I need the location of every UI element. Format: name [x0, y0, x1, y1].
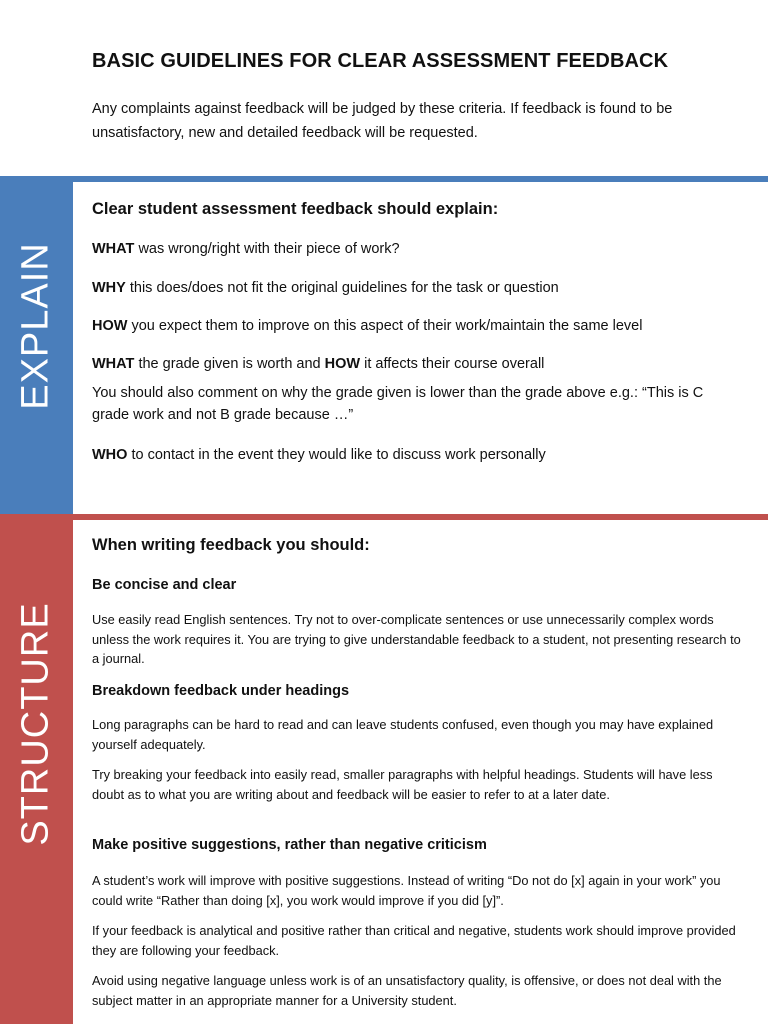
- subheading-positive: Make positive suggestions, rather than negative criticism: [92, 837, 487, 853]
- structure-section: [0, 514, 768, 1024]
- paragraph-breaking: Try breaking your feedback into easily read, smaller paragraphs with helpful headings. Students will have less doubt as to what you are writing about and feedback will be easier to refer to at a later date.: [92, 767, 713, 802]
- subheading-concise: Be concise and clear: [92, 577, 237, 593]
- explain-grade-note: You should also comment on why the grade given is lower than the grade above e.g.: “This is C grade work and not B grade because …”: [92, 385, 704, 423]
- structure-side-tab: [0, 514, 73, 1024]
- header: [0, 0, 768, 176]
- explain-item-grade: WHAT the grade given is worth and HOW it affects their course overall: [92, 356, 545, 372]
- explain-heading: Clear student assessment feedback should explain:: [92, 200, 499, 218]
- paragraph-suggestions: A student’s work will improve with positive suggestions. Instead of writing “Do not do [x] again in your work” you could write “Rather than doing [x], you work would improve if you did [y]”.: [92, 873, 721, 908]
- intro-paragraph: Any complaints against feedback will be judged by these criteria. If feedback is found to be unsatisfactory, new and detailed feedback will be requested.: [92, 101, 673, 141]
- explain-item-who: WHO to contact in the event they would like to discuss work personally: [92, 447, 546, 463]
- explain-side-label: EXPLAIN: [14, 242, 57, 410]
- structure-top-rule: [73, 514, 768, 520]
- explain-item-how: HOW you expect them to improve on this aspect of their work/maintain the same level: [92, 318, 643, 334]
- subheading-headings: Breakdown feedback under headings: [92, 683, 350, 699]
- page-title: BASIC GUIDELINES FOR CLEAR ASSESSMENT FEEDBACK: [92, 50, 669, 72]
- explain-item-why: WHY this does/does not fit the original guidelines for the task or question: [92, 280, 559, 296]
- paragraph-long: Long paragraphs can be hard to read and can leave students confused, even though you may have explained yourself adequately.: [92, 717, 714, 752]
- explain-side-tab: [0, 176, 73, 514]
- structure-side-label: STRUCTURE: [14, 602, 57, 846]
- paragraph-negative-language: Avoid using negative language unless work is of an unsatisfactory quality, is offensive, or does not deal with the subject matter in an appropriate manner for a University student.: [92, 973, 722, 1008]
- explain-item-what: WHAT was wrong/right with their piece of work?: [92, 241, 400, 257]
- paragraph-analytical: If your feedback is analytical and positive rather than critical and negative, students work should improve provided they are following your feedback.: [92, 923, 736, 958]
- paragraph-concise: Use easily read English sentences. Try not to over-complicate sentences or use unnecessarily complex words unless the work requires it. You are trying to give understandable feedback to a student, not presenting research to a journal.: [92, 612, 741, 666]
- explain-top-rule: [73, 176, 768, 182]
- structure-heading: When writing feedback you should:: [92, 536, 370, 554]
- explain-section: [0, 176, 768, 514]
